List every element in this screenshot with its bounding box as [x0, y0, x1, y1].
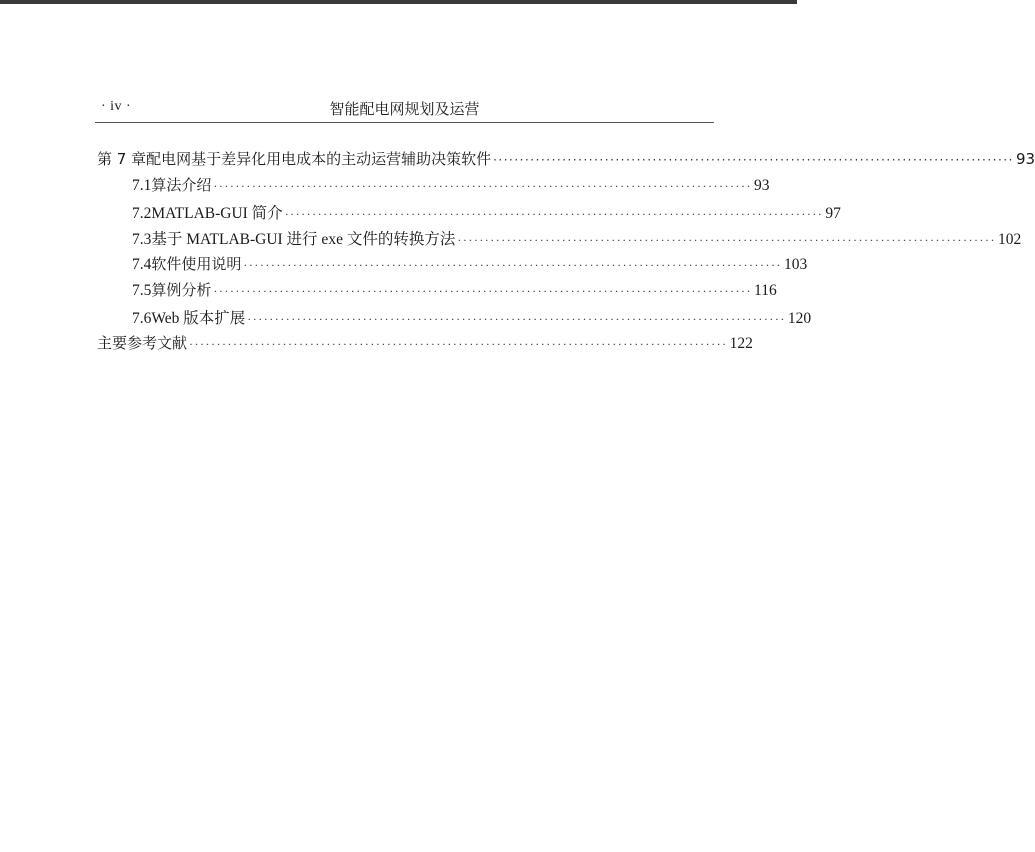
- toc-leader-dots: ··································································································: [213, 284, 753, 299]
- toc-entry-title: Web 版本扩展: [151, 309, 246, 327]
- toc-leader-dots: ··································································································: [493, 153, 1014, 167]
- toc-entry-chapter-7[interactable]: [97, 148, 1035, 174]
- toc-entry-page: 103: [784, 256, 808, 274]
- toc-leader-dots: ··································································································: [213, 179, 753, 194]
- toc-entry-number: 7.4: [132, 256, 152, 274]
- toc-entry-section-7-5[interactable]: [97, 279, 777, 305]
- toc-entry-references[interactable]: [97, 332, 753, 358]
- toc-entry-section-7-6[interactable]: [97, 306, 812, 332]
- toc-leader-dots: ··································································································: [243, 258, 783, 273]
- toc-leader-dots: ··································································································: [189, 337, 728, 352]
- toc-entry-page: 102: [997, 230, 1022, 248]
- toc-leader-dots: ··································································································: [457, 232, 996, 247]
- toc-entry-number: 7.6: [132, 309, 152, 327]
- page-header: [95, 96, 714, 123]
- toc-entry-number: 7.1: [132, 177, 152, 195]
- toc-entry-page: 97: [825, 204, 841, 222]
- toc-entry-title: MATLAB-GUI 简介: [151, 204, 283, 222]
- toc-entry-page: 122: [729, 335, 753, 353]
- toc-entry-title: 算例分析: [151, 281, 212, 300]
- table-of-contents: [97, 148, 1035, 358]
- page-number: · iv ·: [101, 99, 132, 114]
- toc-entry-page: 93: [1015, 150, 1035, 168]
- toc-entry-page: 116: [754, 282, 777, 300]
- toc-entry-title: 软件使用说明: [151, 255, 242, 274]
- toc-entry-page: 93: [754, 177, 770, 195]
- toc-entry-section-7-4[interactable]: [97, 253, 808, 279]
- top-border: [0, 0, 797, 4]
- toc-entry-number: 第 7 章: [97, 150, 147, 168]
- toc-entry-section-7-1[interactable]: [97, 174, 770, 200]
- toc-entry-section-7-2[interactable]: [97, 201, 841, 227]
- toc-leader-dots: ··································································································: [247, 311, 786, 326]
- toc-entry-number: 7.3: [132, 230, 152, 248]
- toc-entry-title: 配电网基于差异化用电成本的主动运营辅助决策软件: [146, 150, 492, 168]
- toc-entry-number: 7.2: [132, 204, 152, 222]
- toc-entry-number: 7.5: [132, 282, 152, 300]
- toc-entry-section-7-3[interactable]: [97, 227, 1022, 253]
- toc-entry-title: 基于 MATLAB-GUI 进行 exe 文件的转换方法: [151, 230, 456, 248]
- toc-entry-title: 主要参考文献: [97, 334, 188, 353]
- toc-entry-title: 算法介绍: [151, 176, 212, 195]
- toc-leader-dots: ··································································································: [284, 206, 824, 221]
- book-title: 智能配电网规划及运营: [329, 100, 480, 118]
- toc-entry-page: 120: [787, 309, 812, 327]
